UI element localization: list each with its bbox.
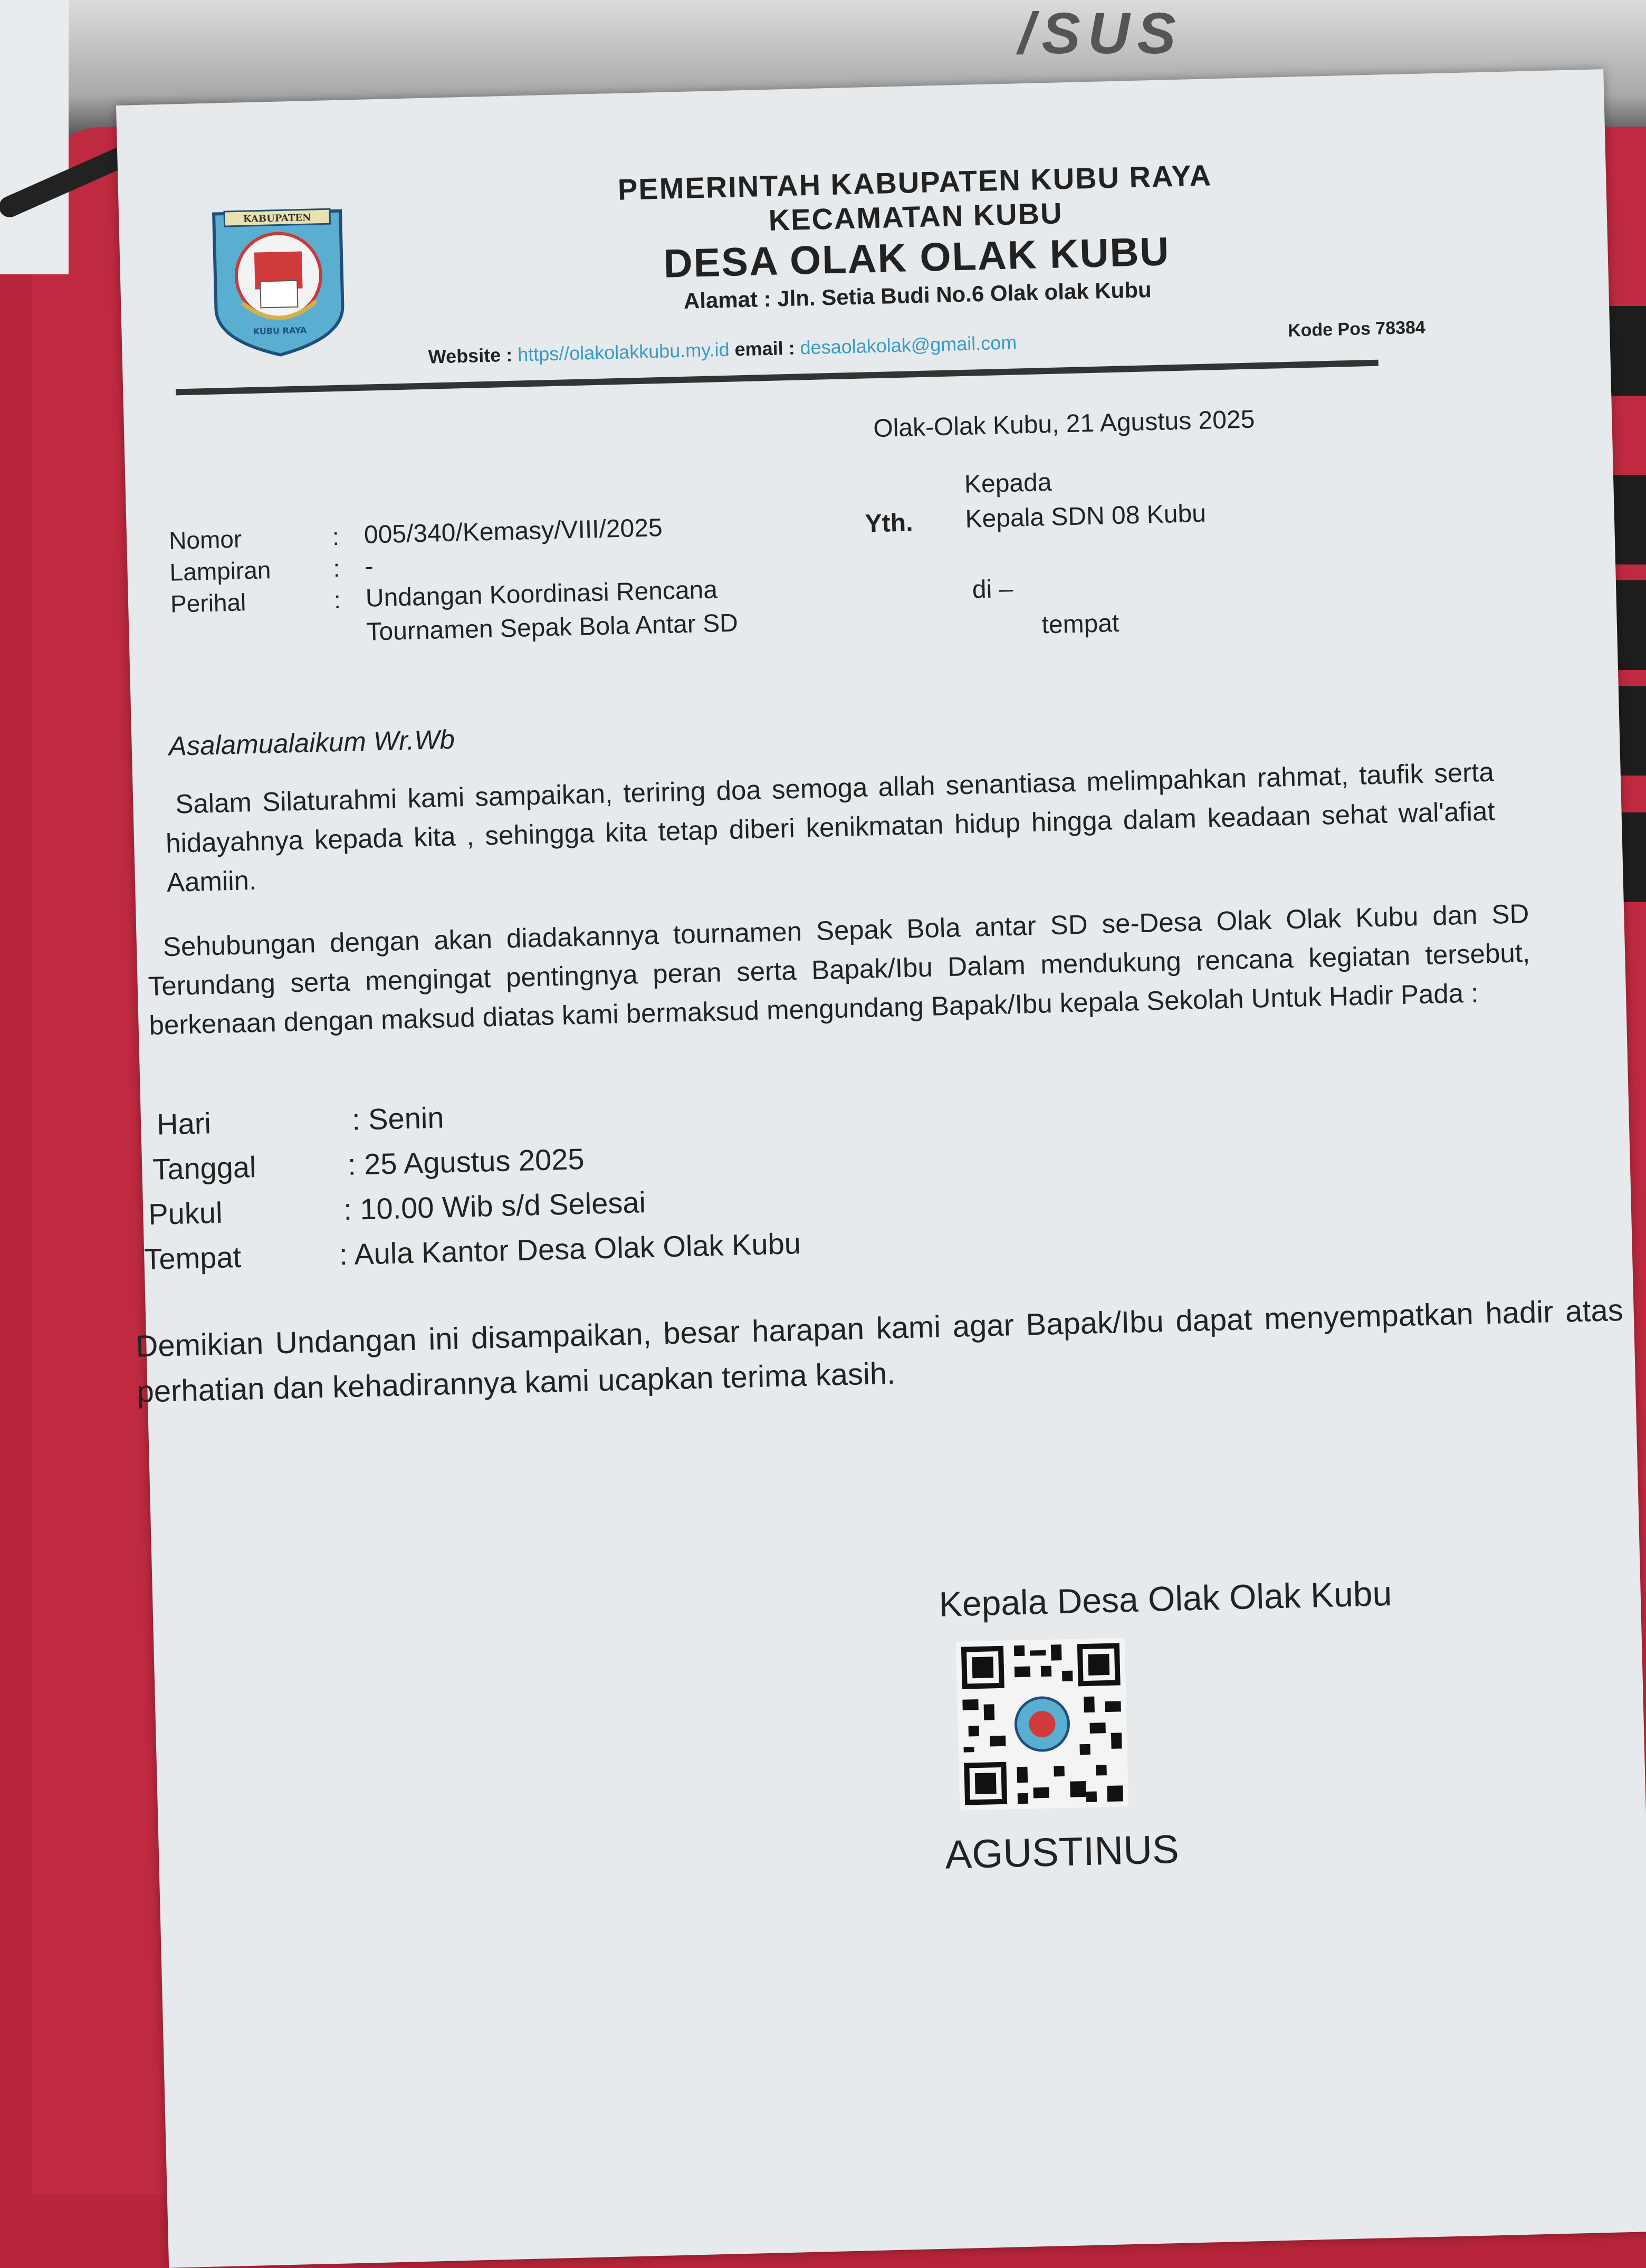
- detail-tanggal-label: Tanggal: [152, 1150, 257, 1186]
- detail-hari-label: Hari: [156, 1106, 212, 1141]
- detail-pukul-value: : 10.00 Wib s/d Selesai: [343, 1185, 646, 1227]
- paragraph-purpose: Sehubungan dengan akan diadakannya tournamen Sepak Bola antar SD se-Desa Olak Olak Kubu dan SD Terundang serta mengingat pentingnya peran serta Bapak/Ibu Dalam mendukung rencana kegiatan tersebut, berkenaan dengan maksud diatas kami bermaksud mengundang Bapak/Ibu kepala Sekolah Untuk Hadir Pada :: [148, 898, 1530, 1040]
- letterhead-district: KECAMATAN KUBU: [768, 196, 1064, 237]
- kepada-label: Kepada: [964, 468, 1052, 499]
- logo-caption: KABUPATEN: [243, 212, 311, 225]
- tempat-label: tempat: [1041, 609, 1119, 639]
- greeting: Asalamualaikum Wr.Wb: [168, 724, 455, 761]
- qr-code-icon: [956, 1638, 1129, 1811]
- signer-name: AGUSTINUS: [944, 1826, 1180, 1878]
- nomor-colon: :: [332, 522, 340, 551]
- lampiran-value: -: [364, 552, 374, 581]
- letterhead-address: Alamat : Jln. Setia Budi No.6 Olak olak Kubu: [683, 277, 1152, 313]
- detail-tempat-value: : Aula Kantor Desa Olak Olak Kubu: [339, 1226, 801, 1271]
- nomor-label: Nomor: [168, 525, 242, 554]
- letter-sheet: [116, 69, 1646, 2268]
- letterhead-divider: [176, 360, 1379, 396]
- logo-bottom-text: KUBU RAYA: [253, 325, 307, 337]
- recipient: Kepala SDN 08 Kubu: [964, 499, 1207, 533]
- lampiran-label: Lampiran: [169, 556, 272, 586]
- perihal-label: Perihal: [170, 588, 246, 618]
- lampiran-colon: :: [332, 554, 340, 582]
- detail-tanggal-value: : 25 Agustus 2025: [347, 1142, 585, 1181]
- letterhead-village: DESA OLAK OLAK KUBU: [663, 229, 1171, 286]
- paragraph-opening: Salam Silaturahmi kami sampaikan, teriring doa semoga allah senantiasa melimpahkan rahmat, taufik serta hidayahnya kepada kita , sehingga kita tetap diberi kenikmatan hidup hingga dalam keadaan sehat wal'afiat Aamiin.: [165, 757, 1496, 898]
- perihal-line-1: Undangan Koordinasi Rencana: [365, 576, 718, 613]
- nomor-value: 005/340/Kemasy/VIII/2025: [363, 513, 663, 549]
- perihal-line-2: Tournamen Sepak Bola Antar SD: [366, 609, 739, 646]
- letterhead-contact: [428, 331, 1017, 368]
- yth-label: Yth.: [865, 509, 914, 538]
- signature-title: Kepala Desa Olak Olak Kubu: [938, 1573, 1393, 1624]
- letterhead: [361, 151, 1472, 321]
- email-link[interactable]: desaolakolak@gmail.com: [800, 331, 1017, 359]
- letterhead-government: PEMERINTAH KABUPATEN KUBU RAYA: [617, 158, 1212, 206]
- paragraph-closing: Demikian Undangan ini disampaikan, besar harapan kami agar Bapak/Ibu dapat menyempatkan hadir atas perhatian dan kehadirannya kami ucapkan terima kasih.: [135, 1293, 1624, 1409]
- di-label: di –: [972, 575, 1013, 604]
- detail-hari-value: : Senin: [351, 1100, 445, 1136]
- place-date: Olak-Olak Kubu, 21 Agustus 2025: [873, 405, 1255, 443]
- detail-pukul-label: Pukul: [148, 1195, 223, 1231]
- website-label: Website :: [428, 343, 513, 368]
- detail-tempat-label: Tempat: [143, 1240, 242, 1276]
- email-label: email :: [734, 337, 796, 360]
- perihal-colon: :: [333, 586, 341, 614]
- regency-logo: [203, 200, 355, 362]
- laptop-brand-logo: /SUS: [1018, 1, 1183, 66]
- website-link[interactable]: https//olakolakkubu.my.id: [517, 338, 730, 366]
- postal-code: Kode Pos 78384: [1287, 317, 1426, 341]
- background-paper: [0, 0, 69, 274]
